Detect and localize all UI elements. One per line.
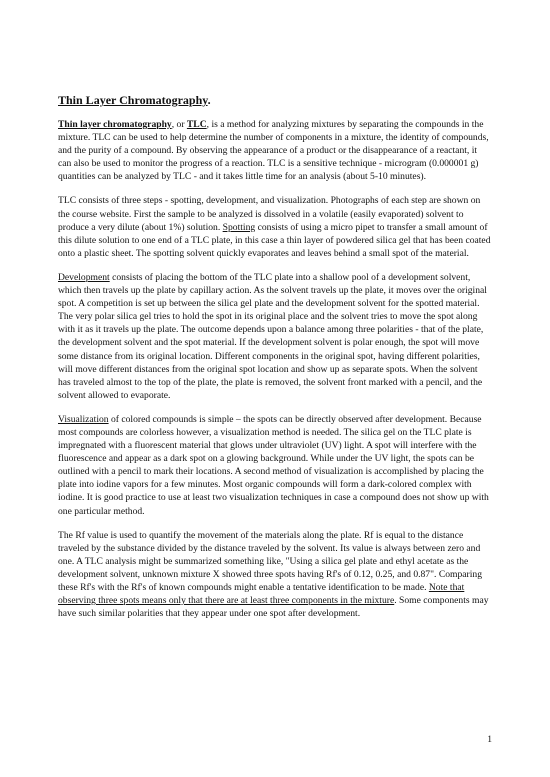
term-development: Development xyxy=(58,271,110,283)
text-span: The Rf value is used to quantify the movement of the materials along the plate. Rf is equal to the distance traveled by the substance divided by the distance traveled by the solvent. Its value is always between zero and one. A TLC analysis might be summarized something like, "Using a silica gel plate and ethyl acetate as the development solvent, unknown mixture X showed three spots having Rf's of 0.12, 0.25, and 0.87". Comparing these Rf's with the Rf's of known compounds might enable a tentative identification to be made. xyxy=(58,529,482,593)
term-tlc: TLC xyxy=(186,119,207,130)
title-text: Thin Layer Chromatography xyxy=(58,93,208,107)
text-span: consists of placing the bottom of the TLC plate into a shallow pool of a development solvent, which then travels up the plate by capillary action. As the solvent travels up the plate, it moves over the original spot. A competition is set up between the silica gel plate and the development solvent for the spotted material. The very polar silica gel tries to hold the spot in its original place and the solvent tries to move the spot along with it as it travels up the plate. The outcome depends upon a balance among three polarities - that of the plate, the development solvent and the spot material. If the development solvent is polar enough, the spot will move some distance from its original location. Different components in the original spot, having different polarities, will move different distances from the original spot location and show up as separate spots. When the solvent has traveled almost to the top of the plate, the plate is removed, the solvent front marked with a pencil, and the solvent allowed to evaporate. xyxy=(58,271,487,401)
text-span: consists of using a micro pipet to transfer a small amount of this dilute solution to one end of a TLC plate, in this case a thin layer of powdered silica gel that has been coated onto a plastic sheet. The spotting solvent quickly evaporates and leaves behind a small spot of the material. xyxy=(58,221,491,259)
paragraph-steps xyxy=(58,194,492,259)
paragraph-rf-value xyxy=(58,529,492,621)
page-number: 1 xyxy=(487,734,492,745)
text-span: , is a method for analyzing mixtures by separating the compounds in the mixture. TLC can be used to help determine the number of components in a mixture, the identity of compounds, and the purity of a compound. By observing the appearance of a product or the disappearance of a reactant, it can also be used to monitor the progress of a reaction. TLC is a sensitive technique - microgram (0.000001 g) quantities can be analyzed by TLC - and it takes little time for an analysis (about 5-10 minutes). xyxy=(58,119,489,183)
text-span: , or xyxy=(171,119,187,130)
paragraph-intro xyxy=(58,118,492,183)
paragraph-visualization xyxy=(58,413,492,518)
paragraph-development xyxy=(58,271,492,402)
term-thin-layer-chromatography: Thin layer chromatography xyxy=(58,119,172,130)
title-period: . xyxy=(207,93,211,107)
text-span: . Some components may have such similar polarities that they appear under one spot after development. xyxy=(58,595,489,620)
term-spotting: Spotting xyxy=(222,221,256,233)
note-three-spots: Note that observing three spots means only that there are at least three components in the mixture xyxy=(58,582,465,607)
text-span: TLC consists of three steps - spotting, development, and visualization. Photographs of each step are shown on the course website. First the sample to be analyzed is dissolved in a volatile (easily evaporated) solvent to produce a very dilute (about 1%) solution. xyxy=(58,195,481,233)
page-title xyxy=(58,93,492,107)
text-span: of colored compounds is simple – the spots can be directly observed after development. Because most compounds are colorless however, a visualization method is needed. The silica gel on the TLC plate is impregnated with a fluorescent material that glows under ultraviolet (UV) light. A spot will interfere with the fluorescence and appear as a dark spot on a glowing background. While under the UV light, the spots can be outlined with a pencil to mark their locations. A second method of visualization is accomplished by placing the plate into iodine vapors for a few minutes. Most organic compounds will form a dark-colored complex with iodine. It is good practice to use at least two visualization techniques in case a compound does not show up with one particular method. xyxy=(58,413,489,517)
term-visualization: Visualization xyxy=(58,413,109,425)
document-body xyxy=(58,93,492,631)
